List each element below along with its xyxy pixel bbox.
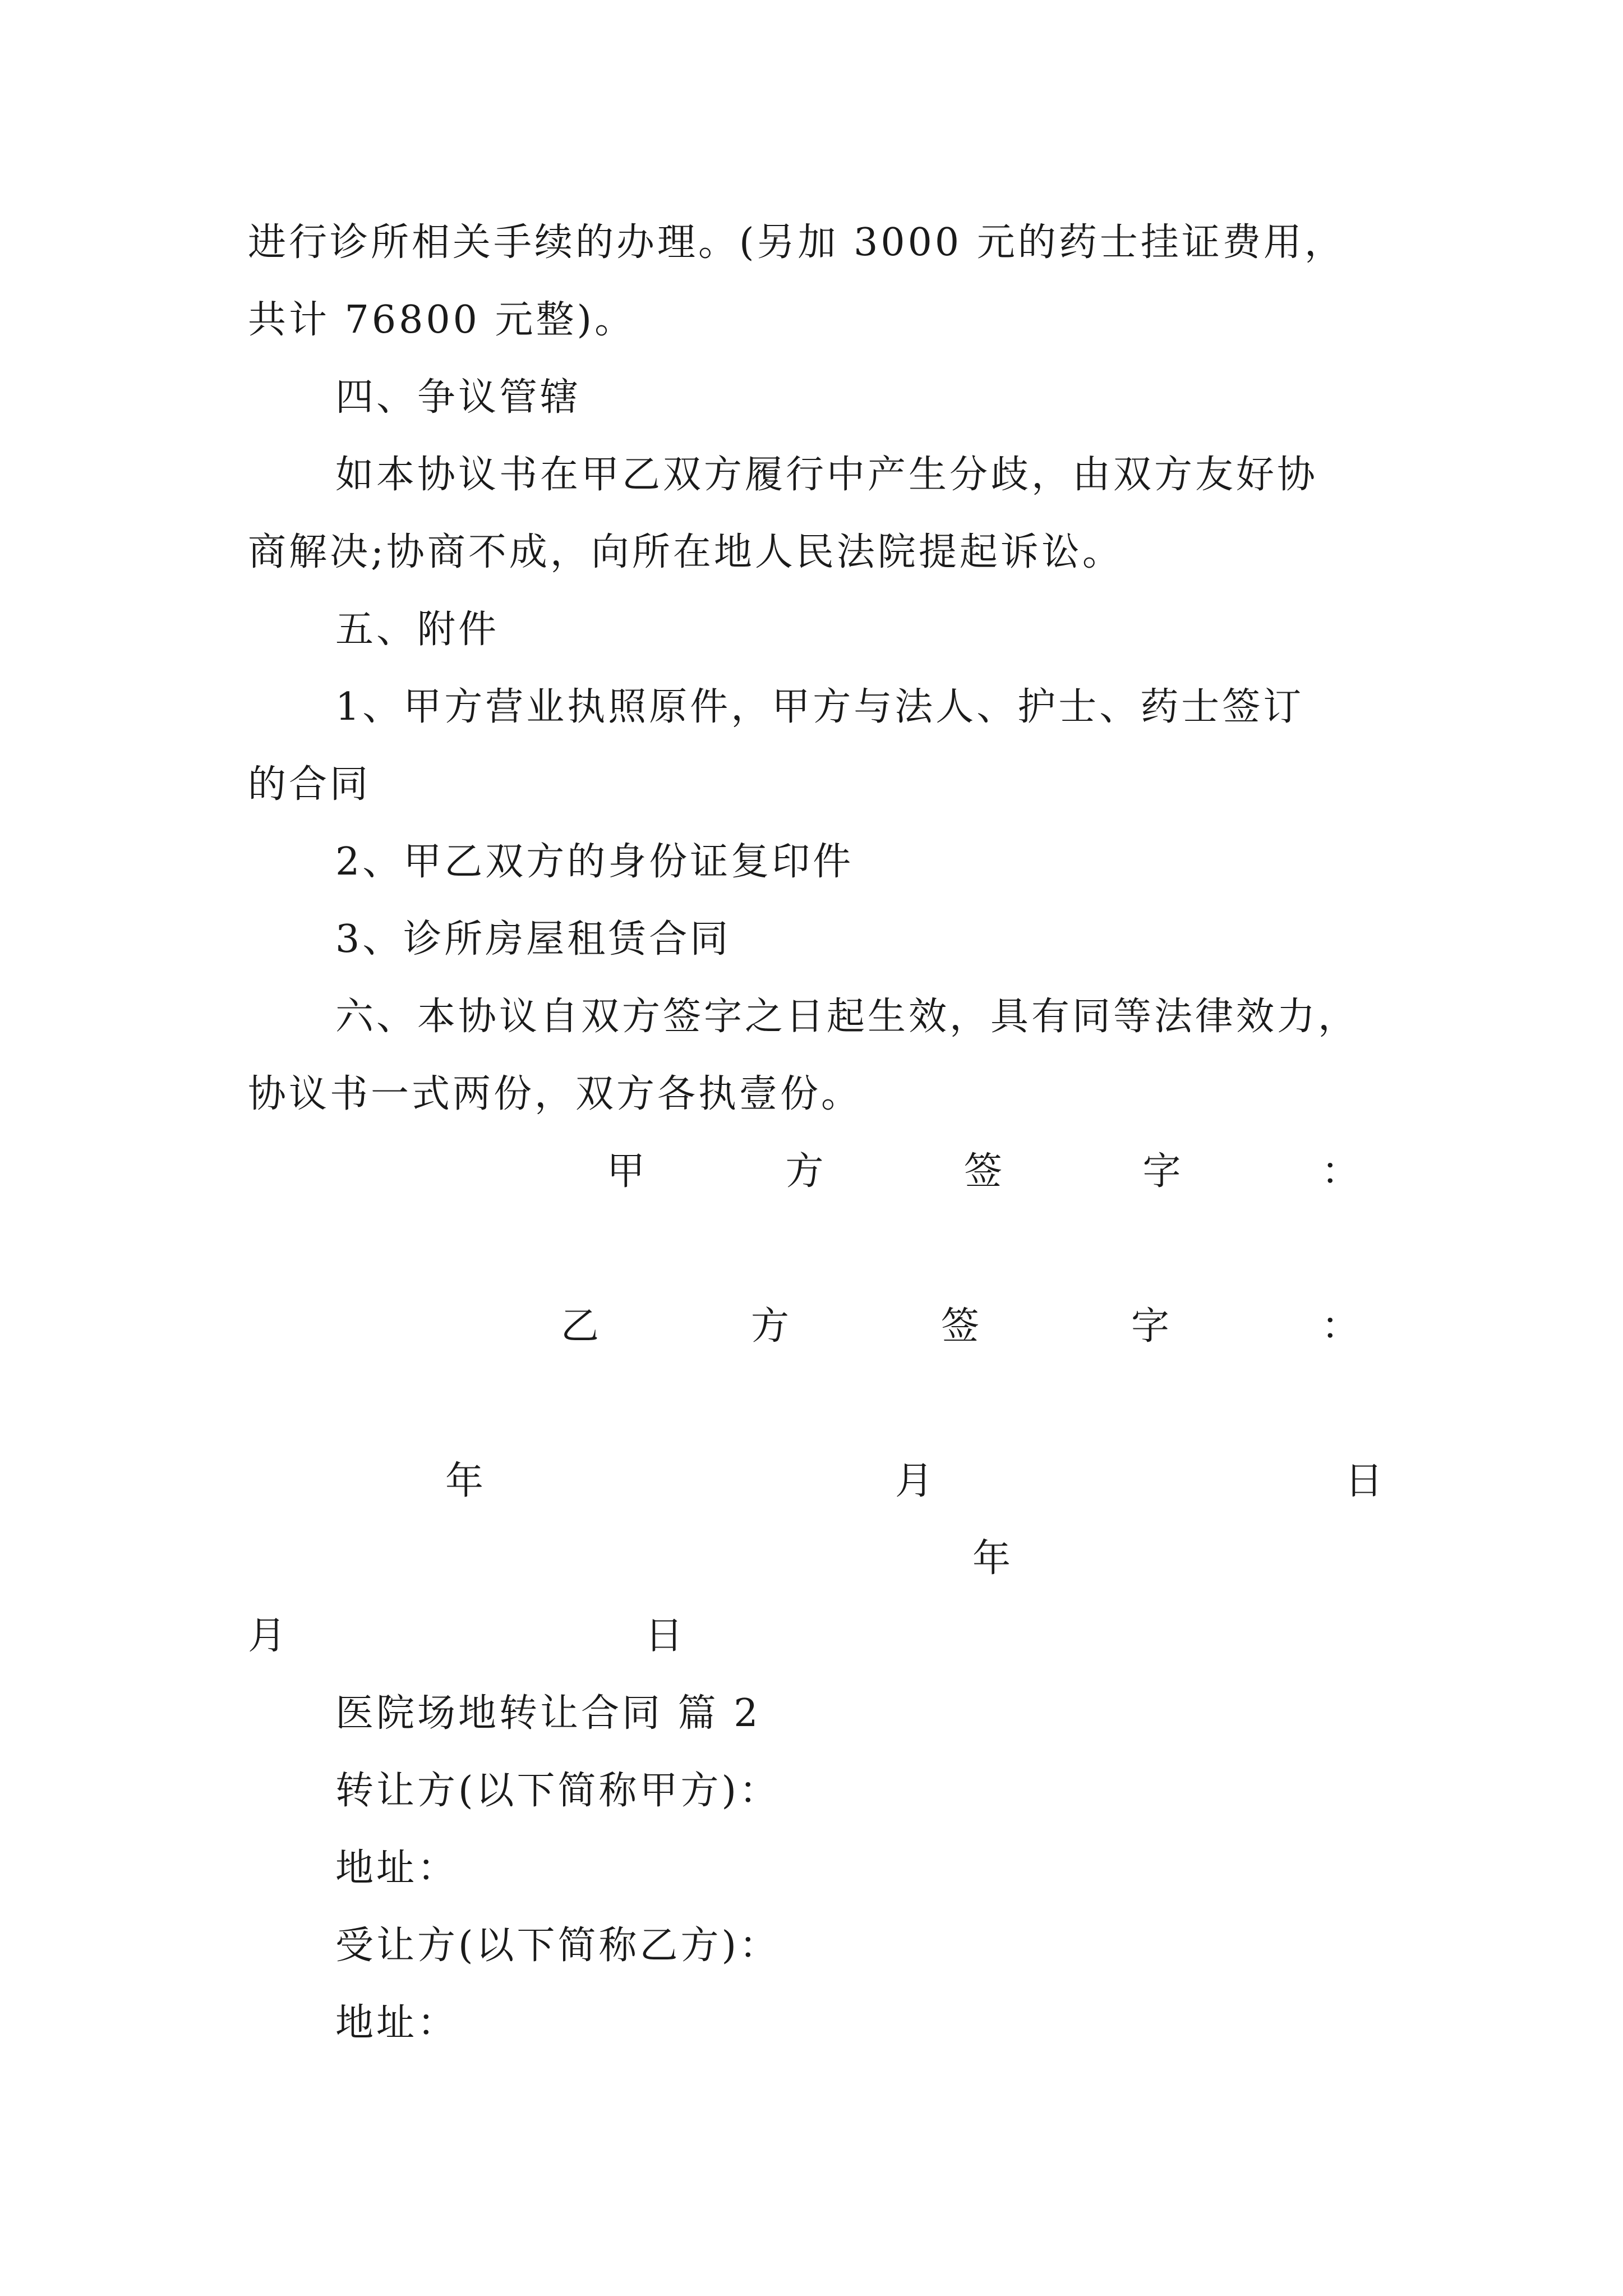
- date-day-char: 日: [645, 1614, 686, 1658]
- date-year-char: 年: [445, 1459, 484, 1503]
- paragraph-line: 协议书一式两份，双方各执壹份。: [248, 1072, 863, 1116]
- date-day-char: 日: [1344, 1459, 1383, 1503]
- transferee-label: 受让方(以下简称乙方)：: [335, 1924, 781, 1968]
- signature-char: 方: [785, 1149, 824, 1194]
- signature-char: 字: [1142, 1149, 1181, 1194]
- section-heading: 五、附件: [335, 608, 500, 652]
- paragraph-line: 六、本协议自双方签字之日起生效，具有同等法律效力，: [335, 995, 1359, 1039]
- transferor-address-label: 地址：: [335, 1846, 459, 1890]
- signature-char: 签: [940, 1304, 979, 1349]
- signature-char: ：: [1321, 1149, 1359, 1194]
- date-year-char: 年: [972, 1536, 1014, 1581]
- party-b-signature-line: [561, 1301, 1359, 1352]
- date-month-char: 月: [248, 1614, 289, 1658]
- signature-char: 乙: [561, 1304, 600, 1349]
- list-item: 1、甲方营业执照原件，甲方与法人、护士、药士签订: [335, 685, 1304, 729]
- paragraph-line: 进行诊所相关手续的办理。(另加 3000 元的药士挂证费用，: [248, 220, 1345, 265]
- signature-char: 字: [1131, 1304, 1169, 1349]
- paragraph-line: 如本协议书在甲乙双方履行中产生分歧，由双方友好协: [335, 453, 1318, 497]
- transferor-label: 转让方(以下简称甲方)：: [335, 1769, 781, 1813]
- section-heading: 四、争议管辖: [335, 375, 582, 420]
- signature-char: ：: [1321, 1304, 1359, 1349]
- paragraph-line: 商解决;协商不成，向所在地人民法院提起诉讼。: [248, 530, 1123, 574]
- signature-char: 签: [963, 1149, 1002, 1194]
- party-a-signature-line: [607, 1147, 1359, 1197]
- signature-char: 甲: [607, 1149, 645, 1194]
- list-item: 3、诊所房屋租赁合同: [335, 917, 731, 961]
- date-month-char: 月: [895, 1459, 933, 1503]
- transferee-address-label: 地址：: [335, 2001, 459, 2045]
- signature-char: 方: [750, 1304, 789, 1349]
- list-item: 2、甲乙双方的身份证复印件: [335, 840, 854, 884]
- date-line: [445, 1456, 1383, 1507]
- contract-title: 医院场地转让合同 篇 2: [335, 1691, 761, 1736]
- paragraph-line: 共计 76800 元整)。: [248, 298, 636, 342]
- list-item-continuation: 的合同: [248, 762, 371, 807]
